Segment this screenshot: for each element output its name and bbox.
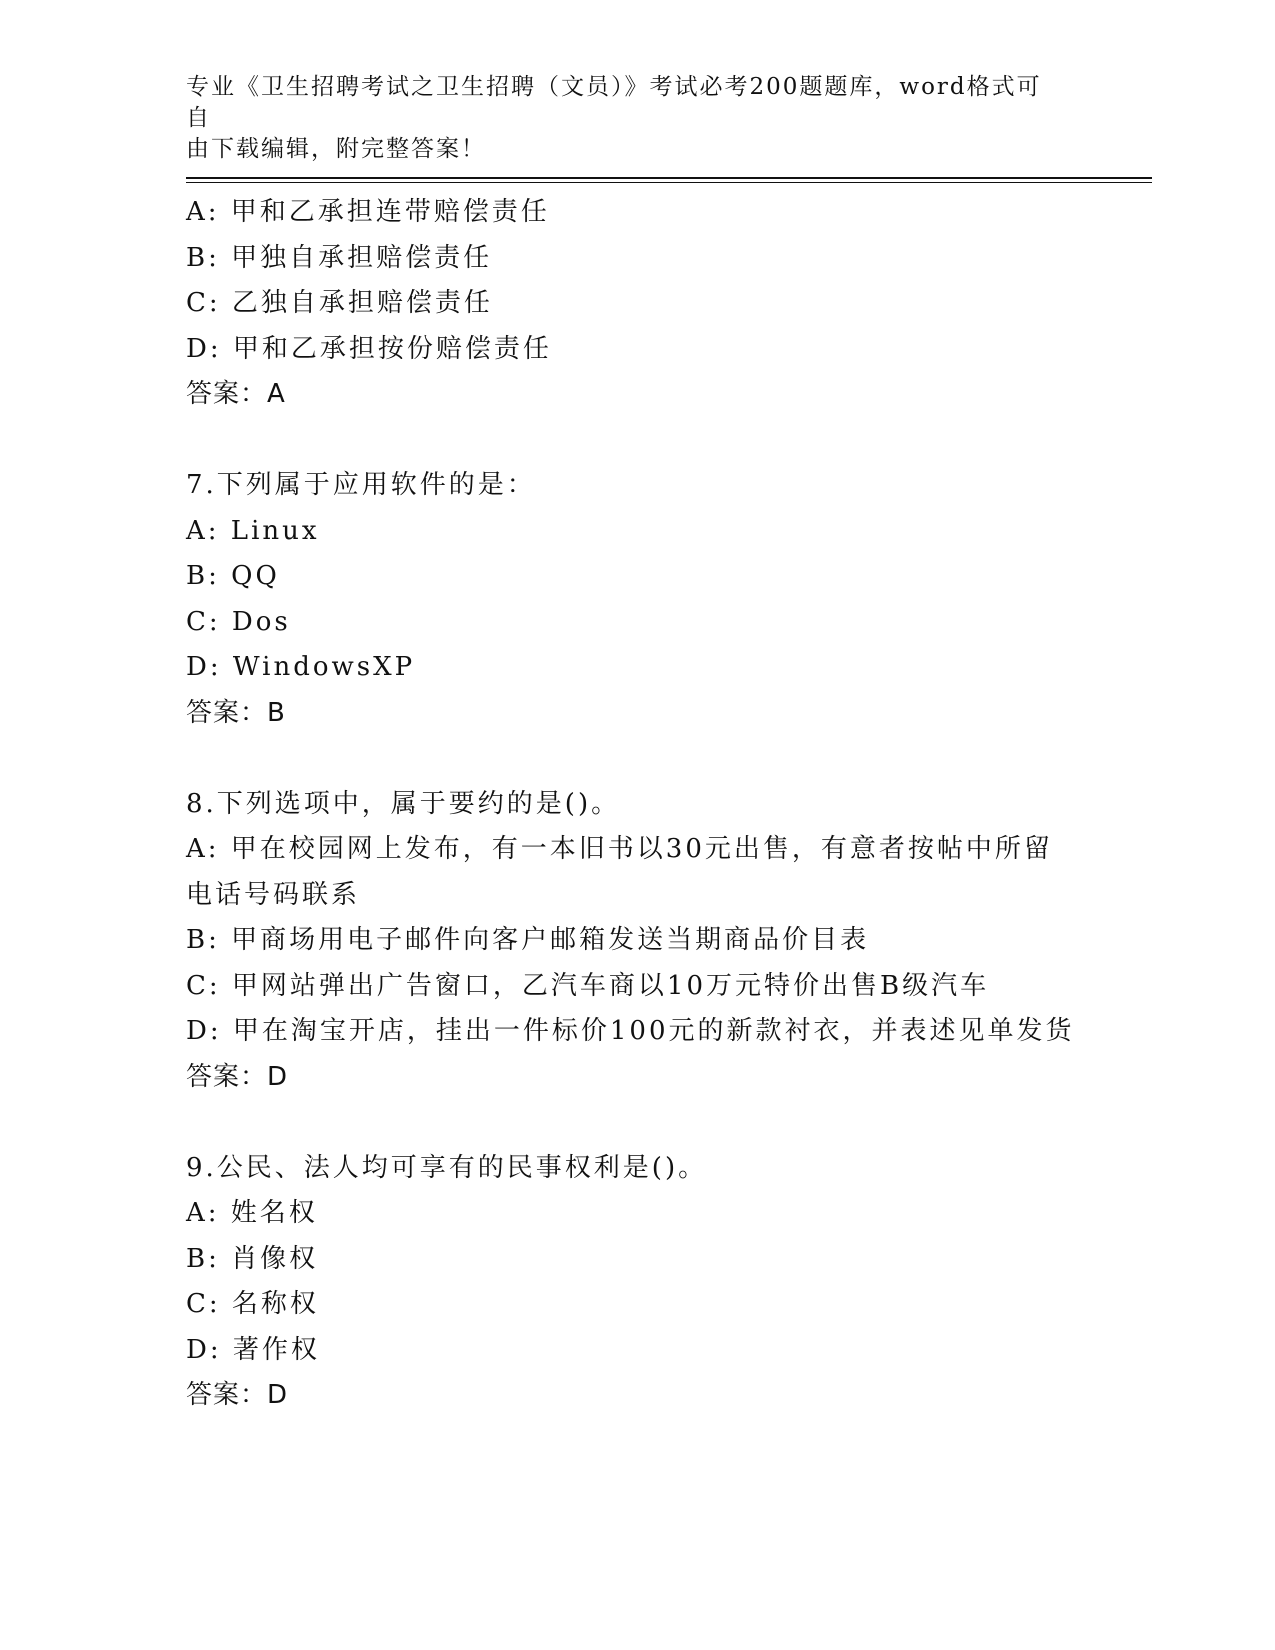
answer-line: 答案：B bbox=[186, 697, 286, 728]
option-d: D: WindowsXP bbox=[186, 652, 416, 682]
question-text: 7.下列属于应用软件的是： bbox=[186, 470, 536, 500]
option-a: A: 甲和乙承担连带赔偿责任 bbox=[186, 197, 550, 227]
option-a: A: Linux bbox=[186, 515, 320, 546]
header-divider-thin bbox=[186, 182, 1152, 183]
header-line-1: 专业《卫生招聘考试之卫生招聘（文员）》考试必考200题题库，word格式可自 bbox=[186, 74, 1042, 131]
header-divider-thick bbox=[186, 177, 1152, 179]
option-b: B: 肖像权 bbox=[186, 1243, 319, 1274]
question-list bbox=[186, 190, 1086, 1419]
spacer bbox=[186, 418, 1086, 464]
option-c: C: 名称权 bbox=[186, 1289, 319, 1319]
option-a: A: 甲在校园网上发布，有一本旧书以30元出售，有意者按帖中所留 bbox=[186, 834, 1053, 864]
option-a-continued: 电话号码联系 bbox=[186, 879, 361, 910]
option-c: C: 乙独自承担赔偿责任 bbox=[186, 288, 493, 318]
question-block-9 bbox=[186, 1146, 1086, 1419]
answer-line: 答案：D bbox=[186, 1061, 289, 1092]
option-b: B: 甲商场用电子邮件向客户邮箱发送当期商品价目表 bbox=[186, 925, 870, 955]
question-block-7 bbox=[186, 463, 1086, 736]
question-block-6 bbox=[186, 190, 1086, 418]
document-header bbox=[186, 72, 1066, 165]
question-text: 8.下列选项中，属于要约的是()。 bbox=[186, 788, 621, 819]
header-line-2: 由下载编辑，附完整答案！ bbox=[186, 136, 486, 162]
answer-line: 答案：A bbox=[186, 379, 286, 409]
spacer bbox=[186, 736, 1086, 782]
option-c: C: 甲网站弹出广告窗口，乙汽车商以10万元特价出售B级汽车 bbox=[186, 970, 990, 1001]
option-d: D: 甲在淘宝开店，挂出一件标价100元的新款衬衣，并表述见单发货 bbox=[186, 1016, 1075, 1046]
spacer bbox=[186, 1100, 1086, 1146]
option-a: A: 姓名权 bbox=[186, 1198, 318, 1228]
option-d: D: 著作权 bbox=[186, 1334, 320, 1365]
option-b: B: QQ bbox=[186, 561, 280, 591]
answer-line: 答案：D bbox=[186, 1380, 289, 1410]
option-b: B: 甲独自承担赔偿责任 bbox=[186, 242, 493, 273]
option-d: D: 甲和乙承担按份赔偿责任 bbox=[186, 333, 552, 364]
question-block-8 bbox=[186, 782, 1086, 1101]
option-c: C: Dos bbox=[186, 606, 291, 637]
question-text: 9.公民、法人均可享有的民事权利是()。 bbox=[186, 1152, 708, 1183]
